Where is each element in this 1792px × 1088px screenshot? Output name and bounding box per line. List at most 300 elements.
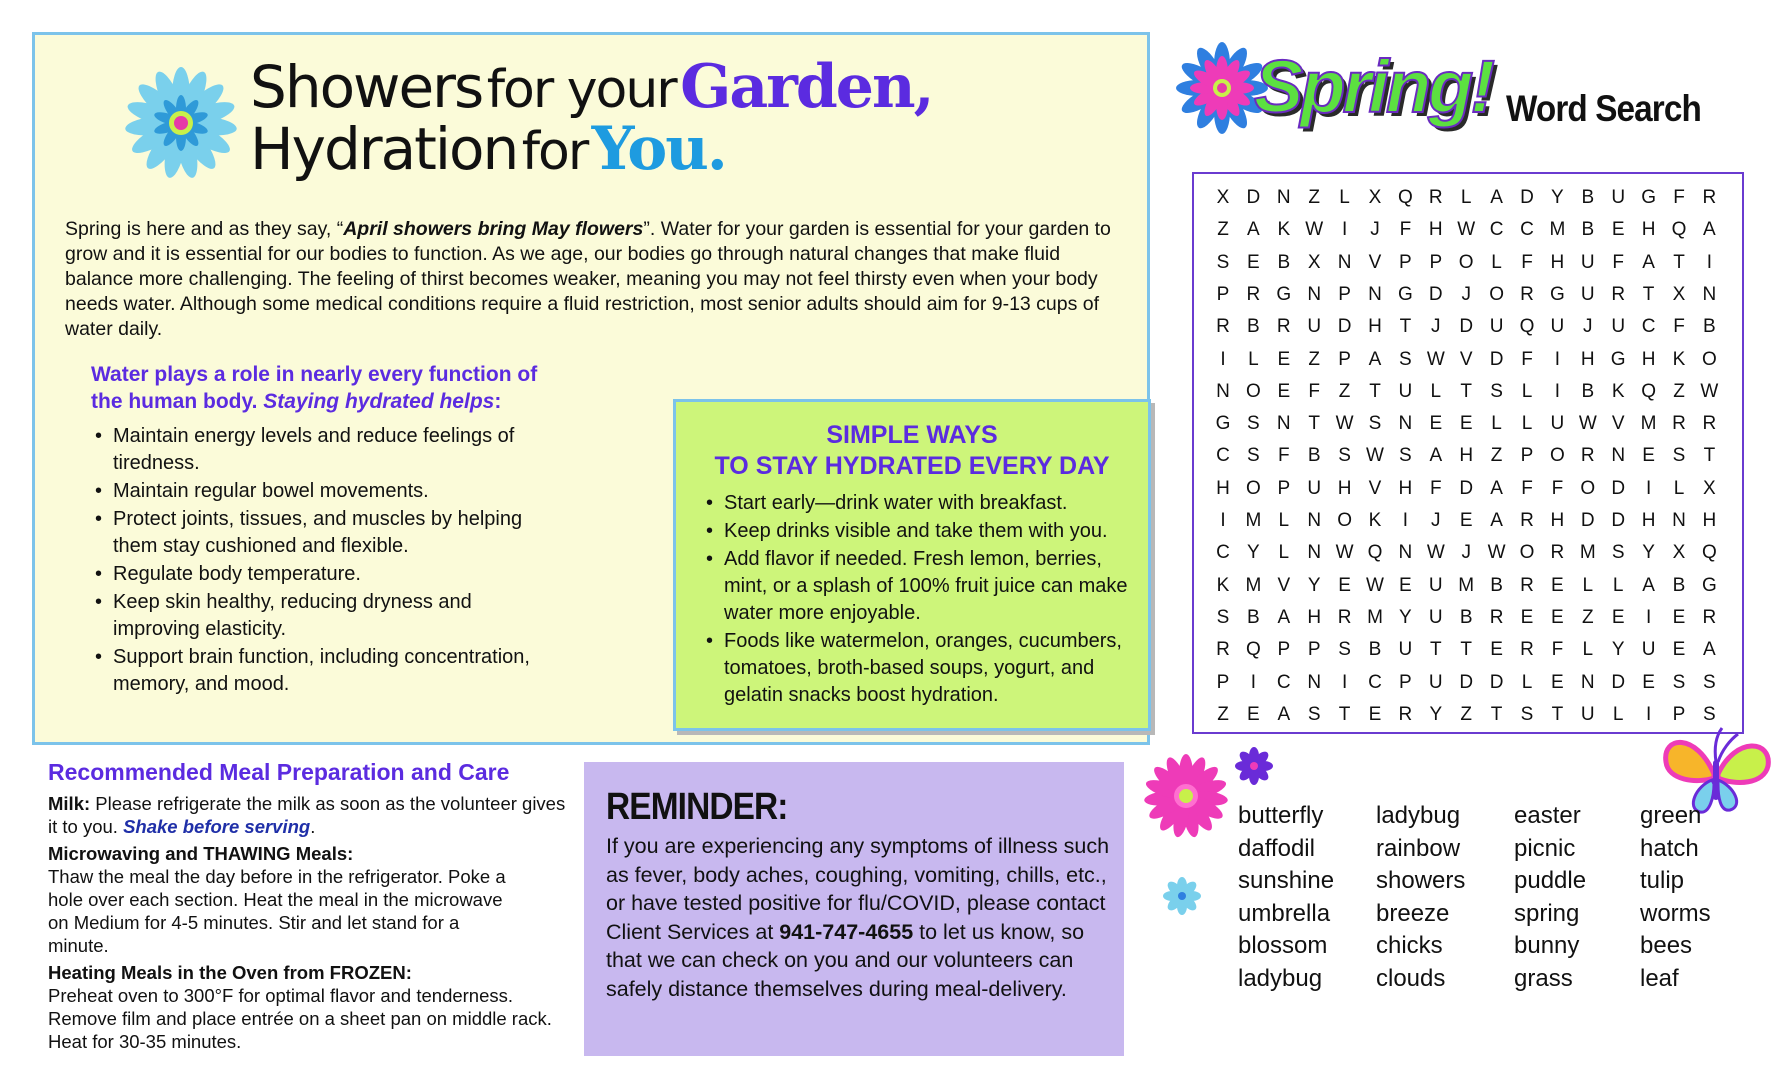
grid-letter[interactable]: I <box>1554 380 1561 402</box>
grid-letter[interactable]: R <box>1520 283 1534 305</box>
grid-letter[interactable]: T <box>1551 703 1564 725</box>
grid-letter[interactable]: R <box>1520 639 1534 661</box>
grid-letter[interactable]: L <box>1521 671 1533 693</box>
grid-letter[interactable]: U <box>1580 283 1595 305</box>
grid-letter[interactable]: U <box>1580 703 1595 725</box>
grid-letter[interactable]: V <box>1368 251 1382 273</box>
grid-letter[interactable]: U <box>1428 671 1443 693</box>
grid-letter[interactable]: S <box>1399 445 1412 467</box>
grid-letter[interactable]: P <box>1338 283 1351 305</box>
word-search-title: Word Search <box>1506 88 1701 129</box>
grid-letter[interactable]: P <box>1399 251 1412 273</box>
grid-letter[interactable]: E <box>1277 380 1291 402</box>
grid-letter[interactable]: X <box>1216 187 1230 208</box>
grid-letter[interactable]: Z <box>1673 380 1685 402</box>
grid-letter[interactable]: G <box>1550 283 1565 305</box>
grid-letter[interactable]: C <box>1216 445 1230 467</box>
grid-letter[interactable]: G <box>1610 348 1626 370</box>
grid-letter[interactable]: U <box>1550 413 1565 435</box>
grid-letter[interactable]: U <box>1307 477 1322 499</box>
grid-letter[interactable]: N <box>1276 187 1291 208</box>
grid-letter[interactable]: N <box>1337 251 1352 273</box>
grid-letter[interactable]: B <box>1703 316 1716 338</box>
grid-letter[interactable]: H <box>1368 316 1382 338</box>
grid-letter[interactable]: R <box>1520 510 1534 531</box>
grid-letter[interactable]: E <box>1520 606 1534 628</box>
grid-letter[interactable]: A <box>1490 187 1503 208</box>
grid-letter[interactable]: F <box>1429 477 1442 499</box>
grid-letter[interactable]: Y <box>1642 542 1655 564</box>
grid-letter[interactable]: Q <box>1367 542 1383 564</box>
grid-letter[interactable]: J <box>1583 316 1593 338</box>
word-column <box>1376 800 1465 995</box>
grid-letter[interactable]: J <box>1431 316 1441 338</box>
grid-letter[interactable]: X <box>1672 283 1686 305</box>
grid-letter[interactable]: E <box>1611 219 1625 241</box>
grid-letter[interactable]: R <box>1580 445 1595 467</box>
grid-letter[interactable]: Z <box>1217 219 1229 241</box>
grid-letter[interactable]: U <box>1641 639 1656 661</box>
grid-letter[interactable]: D <box>1337 316 1352 338</box>
grid-letter[interactable]: P <box>1338 348 1351 370</box>
grid-letter[interactable]: D <box>1428 283 1443 305</box>
grid-letter[interactable]: T <box>1429 639 1442 661</box>
grid-letter[interactable]: L <box>1673 477 1685 499</box>
grid-letter[interactable]: O <box>1489 283 1504 305</box>
grid-letter[interactable]: P <box>1216 283 1230 305</box>
grid-letter[interactable]: L <box>1460 187 1472 208</box>
grid-letter[interactable]: B <box>1247 606 1260 628</box>
grid-letter[interactable]: F <box>1521 251 1533 273</box>
grid-letter[interactable]: T <box>1338 703 1351 725</box>
grid-letter[interactable]: Y <box>1611 639 1625 661</box>
grid-letter[interactable]: T <box>1703 445 1716 467</box>
grid-letter[interactable]: O <box>1246 477 1261 499</box>
grid-letter[interactable]: F <box>1673 316 1685 338</box>
grid-letter[interactable]: I <box>1220 348 1226 370</box>
grid-letter[interactable]: P <box>1429 251 1443 273</box>
grid-letter[interactable]: Q <box>1702 542 1717 564</box>
grid-letter[interactable]: V <box>1368 477 1382 499</box>
grid-letter[interactable]: N <box>1580 671 1595 693</box>
grid-letter[interactable]: Y <box>1399 606 1412 628</box>
grid-letter[interactable]: E <box>1642 445 1655 467</box>
grid-letter[interactable]: L <box>1430 380 1442 402</box>
grid-letter[interactable]: A <box>1368 348 1382 370</box>
grid-letter[interactable]: Q <box>1641 380 1656 402</box>
grid-letter[interactable]: W <box>1578 413 1597 435</box>
grid-letter[interactable]: J <box>1431 510 1441 531</box>
grid-letter[interactable]: D <box>1611 510 1626 531</box>
grid-letter[interactable]: B <box>1581 380 1595 402</box>
grid-letter[interactable]: K <box>1277 219 1291 241</box>
grid-letter[interactable]: U <box>1307 316 1322 338</box>
grid-letter[interactable]: R <box>1520 574 1534 596</box>
grid-letter[interactable]: T <box>1642 283 1655 305</box>
grid-letter[interactable]: F <box>1521 348 1533 370</box>
grid-letter[interactable]: L <box>1582 574 1594 596</box>
grid-letter[interactable]: B <box>1307 445 1321 467</box>
grid-letter[interactable]: F <box>1308 380 1320 402</box>
grid-letter[interactable]: S <box>1703 703 1716 725</box>
tips-list <box>702 490 1142 710</box>
grid-letter[interactable]: D <box>1459 477 1474 499</box>
grid-letter[interactable]: C <box>1216 542 1230 564</box>
grid-letter[interactable]: G <box>1398 283 1413 305</box>
grid-letter[interactable]: F <box>1399 219 1412 241</box>
grid-letter[interactable]: G <box>1702 574 1717 596</box>
grid-letter[interactable]: U <box>1611 316 1626 338</box>
grid-letter[interactable]: B <box>1368 639 1382 661</box>
grid-letter[interactable]: N <box>1368 283 1382 305</box>
grid-letter[interactable]: W <box>1426 348 1445 370</box>
grid-letter[interactable]: W <box>1335 542 1354 564</box>
grid-letter[interactable]: N <box>1611 445 1626 467</box>
grid-letter[interactable]: N <box>1672 510 1686 531</box>
grid-letter[interactable]: N <box>1307 542 1322 564</box>
grid-letter[interactable]: D <box>1459 671 1474 693</box>
grid-letter[interactable]: P <box>1216 671 1230 693</box>
grid-letter[interactable]: N <box>1398 413 1413 435</box>
grid-letter[interactable]: U <box>1428 606 1443 628</box>
grid-letter[interactable]: M <box>1640 413 1657 435</box>
grid-letter[interactable]: X <box>1703 477 1716 499</box>
grid-letter[interactable]: S <box>1247 413 1260 435</box>
word-search-grid <box>1192 172 1744 734</box>
grid-letter[interactable]: U <box>1580 251 1595 273</box>
grid-letter[interactable]: R <box>1246 283 1261 305</box>
grid-letter[interactable]: J <box>1461 283 1471 305</box>
grid-letter[interactable]: W <box>1457 219 1476 241</box>
grid-letter[interactable]: H <box>1702 510 1717 531</box>
grid-letter[interactable]: Z <box>1490 445 1503 467</box>
grid-letter[interactable]: S <box>1338 445 1351 467</box>
grid-letter[interactable]: A <box>1490 477 1503 499</box>
grid-letter[interactable]: N <box>1307 671 1322 693</box>
grid-letter[interactable]: Y <box>1307 574 1321 596</box>
grid-letter[interactable]: P <box>1277 477 1291 499</box>
grid-letter[interactable]: R <box>1216 316 1230 338</box>
grid-letter[interactable]: M <box>1367 606 1383 628</box>
grid-letter[interactable]: P <box>1399 671 1412 693</box>
grid-letter[interactable]: D <box>1489 671 1504 693</box>
grid-letter[interactable]: T <box>1490 703 1503 725</box>
grid-letter[interactable]: E <box>1247 703 1260 725</box>
grid-letter[interactable]: O <box>1702 348 1717 370</box>
grid-letter[interactable]: H <box>1550 251 1565 273</box>
grid-letter[interactable]: S <box>1216 606 1230 628</box>
grid-letter[interactable]: I <box>1706 251 1713 273</box>
grid-letter[interactable]: U <box>1398 639 1413 661</box>
grid-letter[interactable]: R <box>1428 187 1443 208</box>
grid-letter[interactable]: N <box>1307 283 1322 305</box>
grid-letter[interactable]: C <box>1276 671 1291 693</box>
grid-letter[interactable]: S <box>1399 348 1412 370</box>
grid-letter[interactable]: E <box>1551 574 1564 596</box>
grid-letter[interactable]: B <box>1581 219 1595 241</box>
grid-letter[interactable]: Q <box>1246 639 1261 661</box>
grid-letter[interactable]: Q <box>1398 187 1413 208</box>
grid-letter[interactable]: W <box>1366 445 1384 467</box>
grid-letter[interactable]: A <box>1703 219 1716 241</box>
grid-letter[interactable]: C <box>1489 219 1504 241</box>
grid-letter[interactable]: D <box>1580 510 1595 531</box>
grid-letter[interactable]: Y <box>1551 187 1564 208</box>
grid-letter[interactable]: N <box>1216 380 1230 402</box>
grid-letter[interactable]: L <box>1491 251 1502 273</box>
grid-letter[interactable]: A <box>1277 606 1291 628</box>
grid-letter[interactable]: M <box>1579 542 1596 564</box>
grid-letter[interactable]: H <box>1398 477 1413 499</box>
grid-letter[interactable]: S <box>1490 380 1503 402</box>
grid-letter[interactable]: U <box>1428 574 1443 596</box>
grid-letter[interactable]: F <box>1551 639 1564 661</box>
grid-letter[interactable]: B <box>1672 574 1686 596</box>
grid-letter[interactable]: C <box>1368 671 1382 693</box>
word-item: rainbow <box>1376 834 1461 862</box>
grid-letter[interactable]: A <box>1277 703 1291 725</box>
grid-letter[interactable]: H <box>1641 219 1656 241</box>
grid-letter[interactable]: M <box>1549 219 1566 241</box>
grid-letter[interactable]: Z <box>1217 703 1229 725</box>
grid-letter[interactable]: T <box>1460 639 1472 661</box>
grid-letter[interactable]: I <box>1250 671 1257 693</box>
grid-letter[interactable]: W <box>1335 413 1354 435</box>
grid-letter[interactable]: A <box>1703 639 1716 661</box>
grid-letter[interactable]: H <box>1641 348 1656 370</box>
grid-letter[interactable]: O <box>1458 251 1474 273</box>
grid-letter[interactable]: T <box>1460 380 1472 402</box>
grid-letter[interactable]: E <box>1672 639 1686 661</box>
title-hydration: Hydration <box>250 115 518 183</box>
grid-letter[interactable]: H <box>1216 477 1230 499</box>
grid-letter[interactable]: D <box>1246 187 1261 208</box>
grid-letter[interactable]: A <box>1247 219 1260 241</box>
grid-letter[interactable]: M <box>1458 574 1475 596</box>
grid-letter[interactable]: W <box>1700 380 1719 402</box>
grid-letter[interactable]: D <box>1520 187 1534 208</box>
grid-letter[interactable]: R <box>1489 606 1504 628</box>
grid-letter[interactable]: B <box>1459 606 1473 628</box>
grid-letter[interactable]: S <box>1307 703 1321 725</box>
grid-letter[interactable]: W <box>1305 219 1324 241</box>
grid-letter[interactable]: L <box>1339 187 1350 208</box>
grid-letter[interactable]: L <box>1612 703 1624 725</box>
grid-letter[interactable]: A <box>1429 445 1443 467</box>
word-item: grass <box>1514 964 1573 992</box>
grid-letter[interactable]: R <box>1702 413 1717 435</box>
grid-letter[interactable]: B <box>1277 251 1291 273</box>
grid-letter[interactable]: D <box>1489 348 1504 370</box>
grid-letter[interactable]: I <box>1341 671 1348 693</box>
grid-letter[interactable]: S <box>1216 251 1230 273</box>
grid-letter[interactable]: F <box>1277 445 1290 467</box>
grid-letter[interactable]: E <box>1247 251 1260 273</box>
grid-letter[interactable]: S <box>1338 639 1351 661</box>
grid-letter[interactable]: Q <box>1671 219 1687 241</box>
grid-letter[interactable]: R <box>1550 542 1565 564</box>
hydration-panel <box>32 32 1150 745</box>
grid-letter[interactable]: G <box>1641 187 1656 208</box>
grid-letter[interactable]: L <box>1491 413 1502 435</box>
title-you: You. <box>591 114 726 184</box>
grid-letter[interactable]: R <box>1702 606 1717 628</box>
grid-letter[interactable]: S <box>1703 671 1716 693</box>
grid-letter[interactable]: L <box>1278 542 1290 564</box>
grid-letter[interactable]: E <box>1672 606 1686 628</box>
grid-letter[interactable]: N <box>1398 542 1413 564</box>
grid-letter[interactable]: L <box>1521 380 1533 402</box>
grid-letter[interactable]: K <box>1216 574 1230 596</box>
grid-letter[interactable]: J <box>1461 542 1471 564</box>
grid-letter[interactable]: L <box>1278 510 1290 531</box>
grid-letter[interactable]: O <box>1246 380 1261 402</box>
grid-letter[interactable]: X <box>1672 542 1686 564</box>
grid-letter[interactable]: E <box>1551 606 1564 628</box>
grid-letter[interactable]: N <box>1307 510 1322 531</box>
grid-letter[interactable]: R <box>1672 413 1686 435</box>
grid-letter[interactable]: U <box>1611 187 1626 208</box>
grid-letter[interactable]: F <box>1673 187 1685 208</box>
grid-letter[interactable]: Y <box>1247 542 1260 564</box>
grid-letter[interactable]: I <box>1341 219 1348 241</box>
grid-letter[interactable]: V <box>1277 574 1291 596</box>
grid-letter[interactable]: O <box>1550 445 1565 467</box>
grid-letter[interactable]: G <box>1215 413 1231 435</box>
grid-letter[interactable]: Q <box>1519 316 1535 338</box>
grid-letter[interactable]: H <box>1307 606 1322 628</box>
grid-letter[interactable]: P <box>1307 639 1321 661</box>
grid-letter[interactable]: F <box>1551 477 1564 499</box>
grid-letter[interactable]: H <box>1580 348 1595 370</box>
grid-letter[interactable]: O <box>1519 542 1535 564</box>
grid-letter[interactable]: I <box>1554 348 1561 370</box>
grid-letter[interactable]: G <box>1276 283 1292 305</box>
grid-letter[interactable]: E <box>1429 413 1443 435</box>
grid-letter[interactable]: K <box>1368 510 1382 531</box>
grid-letter[interactable]: S <box>1611 542 1625 564</box>
grid-letter[interactable]: E <box>1551 671 1564 693</box>
grid-letter[interactable]: S <box>1672 445 1686 467</box>
grid-letter[interactable]: S <box>1672 671 1686 693</box>
grid-letter[interactable]: Z <box>1308 348 1320 370</box>
grid-letter[interactable]: S <box>1520 703 1534 725</box>
grid-letter[interactable]: O <box>1580 477 1596 499</box>
grid-letter[interactable]: E <box>1338 574 1351 596</box>
grid-letter[interactable]: I <box>1402 510 1409 531</box>
grid-letter[interactable]: P <box>1277 639 1291 661</box>
grid-letter[interactable]: X <box>1307 251 1321 273</box>
grid-letter[interactable]: B <box>1581 187 1595 208</box>
grid-letter[interactable]: L <box>1612 574 1624 596</box>
grid-letter[interactable]: R <box>1398 703 1413 725</box>
grid-letter[interactable]: E <box>1611 606 1625 628</box>
grid-letter[interactable]: D <box>1611 477 1626 499</box>
grid-letter[interactable]: E <box>1459 413 1473 435</box>
grid-letter[interactable]: Y <box>1429 703 1443 725</box>
grid-letter[interactable]: N <box>1276 413 1291 435</box>
grid-letter[interactable]: R <box>1611 283 1626 305</box>
grid-letter[interactable]: T <box>1308 413 1320 435</box>
grid-letter[interactable]: E <box>1368 703 1382 725</box>
grid-letter[interactable]: R <box>1337 606 1352 628</box>
grid-letter[interactable]: U <box>1550 316 1565 338</box>
grid-letter[interactable]: S <box>1247 445 1260 467</box>
grid-letter[interactable]: B <box>1490 574 1503 596</box>
grid-letter[interactable]: A <box>1642 251 1655 273</box>
grid-letter[interactable]: M <box>1245 510 1262 531</box>
grid-letter[interactable]: F <box>1612 251 1624 273</box>
grid-letter[interactable]: C <box>1641 316 1656 338</box>
grid-letter[interactable]: V <box>1611 413 1625 435</box>
grid-letter[interactable]: Z <box>1308 187 1320 208</box>
grid-letter[interactable]: H <box>1459 445 1474 467</box>
grid-letter[interactable]: U <box>1398 380 1413 402</box>
grid-letter[interactable]: H <box>1550 510 1565 531</box>
grid-letter[interactable]: W <box>1366 574 1384 596</box>
grid-letter[interactable]: E <box>1490 639 1503 661</box>
grid-letter[interactable]: L <box>1521 413 1533 435</box>
grid-letter[interactable]: E <box>1399 574 1412 596</box>
grid-letter[interactable]: K <box>1672 348 1686 370</box>
grid-letter[interactable]: I <box>1645 477 1652 499</box>
grid-letter[interactable]: B <box>1247 316 1260 338</box>
grid-letter[interactable]: A <box>1490 510 1503 531</box>
grid-letter[interactable]: V <box>1459 348 1473 370</box>
grid-letter[interactable]: K <box>1611 380 1625 402</box>
grid-letter[interactable]: Z <box>1581 606 1594 628</box>
grid-letter[interactable]: E <box>1277 348 1291 370</box>
grid-letter[interactable]: W <box>1426 542 1445 564</box>
grid-letter[interactable]: Z <box>1460 703 1472 725</box>
grid-letter[interactable]: H <box>1641 510 1656 531</box>
grid-letter[interactable]: O <box>1337 510 1352 531</box>
grid-letter[interactable]: W <box>1487 542 1506 564</box>
grid-letter[interactable]: N <box>1702 283 1717 305</box>
grid-letter[interactable]: S <box>1368 413 1382 435</box>
grid-letter[interactable]: E <box>1642 671 1655 693</box>
grid-letter[interactable]: Z <box>1338 380 1351 402</box>
grid-letter[interactable]: I <box>1645 606 1652 628</box>
grid-letter[interactable]: P <box>1672 703 1686 725</box>
list-item: • Protect joints, tissues, and muscles by helping them stay cushioned and flexible. <box>91 506 561 560</box>
grid-letter[interactable]: D <box>1459 316 1474 338</box>
grid-letter[interactable]: T <box>1673 251 1685 273</box>
grid-letter[interactable]: R <box>1702 187 1717 208</box>
grid-letter[interactable]: E <box>1459 510 1473 531</box>
grid-letter[interactable]: L <box>1582 639 1594 661</box>
grid-letter[interactable]: M <box>1245 574 1262 596</box>
grid-letter[interactable]: D <box>1611 671 1626 693</box>
grid-letter[interactable]: L <box>1248 348 1259 370</box>
grid-letter[interactable]: P <box>1520 445 1534 467</box>
grid-letter[interactable]: X <box>1368 187 1382 208</box>
spring-title: Spring! <box>1254 45 1492 128</box>
grid-letter[interactable]: F <box>1521 477 1533 499</box>
grid-letter[interactable]: R <box>1216 639 1230 661</box>
grid-letter[interactable]: H <box>1428 219 1443 241</box>
grid-letter[interactable]: C <box>1520 219 1534 241</box>
grid-letter[interactable]: I <box>1645 703 1652 725</box>
grid-letter[interactable]: T <box>1369 380 1381 402</box>
grid-letter[interactable]: T <box>1399 316 1412 338</box>
grid-letter[interactable]: J <box>1370 219 1380 241</box>
grid-letter[interactable]: A <box>1642 574 1655 596</box>
grid-letter[interactable]: U <box>1489 316 1504 338</box>
grid-letter[interactable]: I <box>1220 510 1226 531</box>
grid-letter[interactable]: R <box>1276 316 1291 338</box>
grid-letter[interactable]: H <box>1337 477 1352 499</box>
